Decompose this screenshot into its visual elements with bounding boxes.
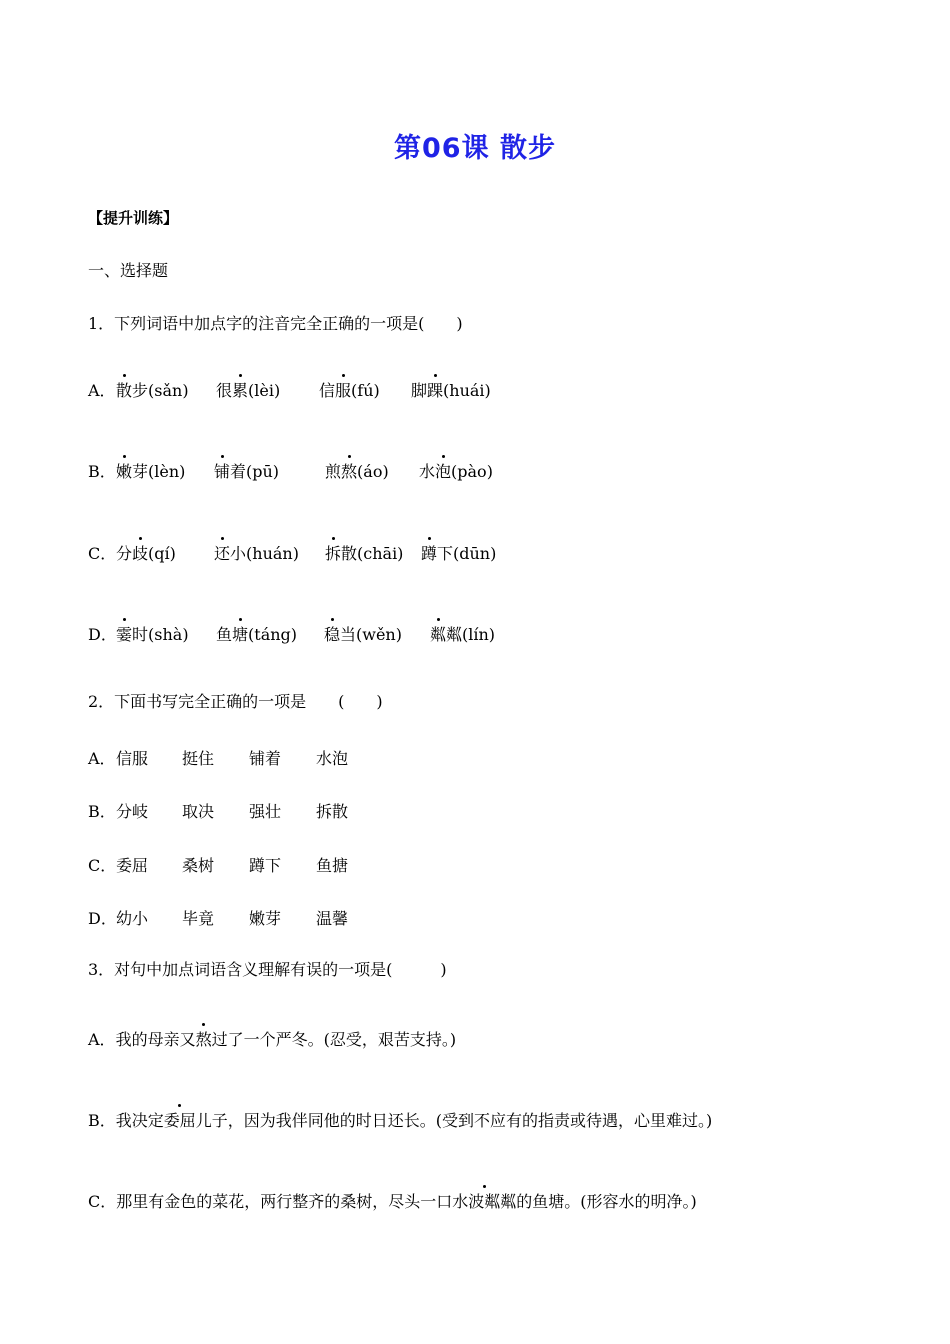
q3-option-b[interactable]: B．我决定委屈儿子，因为我伴同他的时日还长。(受到不应有的指责或待遇，心里难过。) xyxy=(88,1108,712,1131)
dotted-char: 歧 xyxy=(132,541,148,564)
dotted-char: 塘 xyxy=(232,622,248,645)
option-letter: C． xyxy=(88,856,117,875)
dotted-char: 熬 xyxy=(341,459,357,482)
question-2-stem: 2．下面书写完全正确的一项是 ( ) xyxy=(88,692,383,711)
dotted-char: 粼 xyxy=(430,622,446,645)
option-word: 铺着 xyxy=(249,749,282,768)
q2-option-a[interactable] xyxy=(88,746,908,770)
option-word: 拆散 xyxy=(316,802,349,821)
option-letter: C． xyxy=(88,1192,117,1211)
option-word: 分岐 xyxy=(116,802,149,821)
option-word: 信服 xyxy=(116,749,149,768)
option-letter: A． xyxy=(88,1030,116,1049)
option-word: 幼小 xyxy=(116,909,149,928)
option-word: 温馨 xyxy=(316,909,349,928)
dotted-char: 踝 xyxy=(427,378,443,401)
option-letter: A． xyxy=(88,749,116,768)
option-word: 鱼搪 xyxy=(316,856,349,875)
q1-option-b[interactable] xyxy=(88,459,908,483)
dotted-char: 服 xyxy=(335,378,351,401)
dotted-char: 稳 xyxy=(324,622,340,645)
q1-option-a[interactable] xyxy=(88,378,908,402)
option-item: 稳当(wěn) xyxy=(324,622,402,645)
option-item: 霎时(shà) xyxy=(116,622,189,645)
section-heading: 【提升训练】 xyxy=(88,209,179,227)
dotted-char: 嫩 xyxy=(116,459,132,482)
q2-option-b[interactable] xyxy=(88,799,908,823)
q2-option-d[interactable] xyxy=(88,906,908,930)
option-letter: B． xyxy=(88,1111,116,1130)
option-item: 粼粼(lín) xyxy=(430,622,495,645)
option-item: 水泡(pào) xyxy=(419,459,493,482)
option-letter: C． xyxy=(88,544,117,563)
question-1-stem: 1．下列词语中加点字的注音完全正确的一项是( ) xyxy=(88,314,463,333)
dotted-word: 委屈 xyxy=(164,1108,196,1131)
option-word: 毕竟 xyxy=(182,909,215,928)
dotted-word: 熬 xyxy=(196,1027,212,1050)
option-word: 取决 xyxy=(182,802,215,821)
option-word: 蹲下 xyxy=(249,856,282,875)
option-item: 散步(sǎn) xyxy=(116,378,189,401)
dotted-word: 水波粼粼 xyxy=(452,1189,516,1212)
option-item: 铺着(pū) xyxy=(214,459,279,482)
option-item: 嫩芽(lèn) xyxy=(116,459,185,482)
option-item: 脚踝(huái) xyxy=(411,378,491,401)
option-word: 委屈 xyxy=(116,856,149,875)
option-item: 信服(fú) xyxy=(319,378,380,401)
option-letter: D． xyxy=(88,625,117,644)
part-heading: 一、选择题 xyxy=(88,261,169,280)
q3-option-a[interactable]: A．我的母亲又熬过了一个严冬。(忍受，艰苦支持。) xyxy=(88,1027,456,1050)
option-word: 强壮 xyxy=(249,802,282,821)
option-letter: A． xyxy=(88,381,116,400)
q3-option-c[interactable]: C．那里有金色的菜花，两行整齐的桑树，尽头一口水波粼粼的鱼塘。(形容水的明净。) xyxy=(88,1189,697,1212)
dotted-char: 霎 xyxy=(116,622,132,645)
option-letter: D． xyxy=(88,909,117,928)
q1-option-c[interactable] xyxy=(88,541,908,565)
dotted-char: 拆 xyxy=(325,541,341,564)
dotted-char: 累 xyxy=(232,378,248,401)
q1-option-d[interactable] xyxy=(88,622,908,646)
dotted-char: 泡 xyxy=(435,459,451,482)
option-letter: B． xyxy=(88,802,116,821)
option-item: 还小(huán) xyxy=(214,541,299,564)
option-item: 鱼塘(táng) xyxy=(216,622,297,645)
dotted-char: 铺 xyxy=(214,459,230,482)
dotted-char: 蹲 xyxy=(421,541,437,564)
option-word: 水泡 xyxy=(316,749,349,768)
option-item: 蹲下(dūn) xyxy=(421,541,496,564)
option-item: 很累(lèi) xyxy=(216,378,280,401)
option-item: 分歧(qí) xyxy=(116,541,176,564)
option-item: 拆散(chāi) xyxy=(325,541,403,564)
dotted-char: 还 xyxy=(214,541,230,564)
option-item: 煎熬(áo) xyxy=(325,459,389,482)
page-title: 第06课 散步 xyxy=(394,133,556,164)
question-3-stem: 3．对句中加点词语含义理解有误的一项是( ) xyxy=(88,960,447,979)
option-word: 挺住 xyxy=(182,749,215,768)
option-letter: B． xyxy=(88,462,116,481)
option-word: 嫩芽 xyxy=(249,909,282,928)
dotted-char: 散 xyxy=(116,378,132,401)
option-word: 桑树 xyxy=(182,856,215,875)
q2-option-c[interactable] xyxy=(88,853,908,877)
